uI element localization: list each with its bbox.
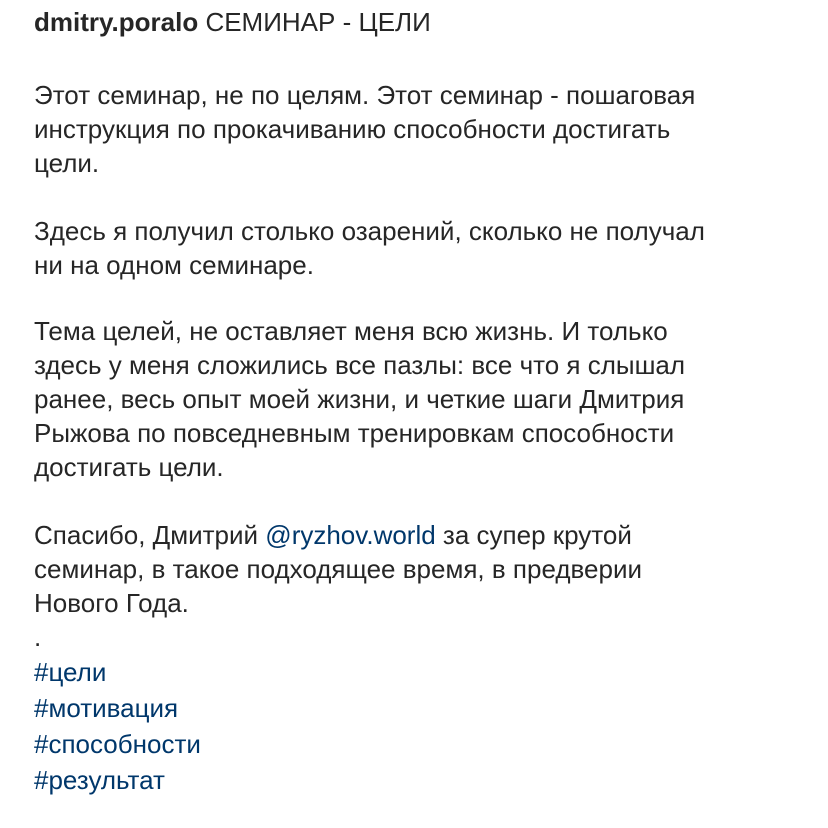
post-caption [34,0,804,798]
caption-paragraph-1 [34,78,804,180]
caption-paragraph-2 [34,214,804,282]
separator-dot: . [34,622,42,652]
caption-paragraph-3 [34,314,804,484]
paragraph-line: Этот семинар, не по целям. Этот семинар - пошаговая [34,80,696,110]
hashtag-link[interactable]: #результат [34,765,165,795]
paragraph-line: Нового Года. [34,588,189,618]
paragraph-line: достигать цели. [34,452,224,482]
hashtag-list [34,654,804,798]
caption-header [34,4,804,40]
paragraph-line: ранее, весь опыт моей жизни, и четкие шаги Дмитрия [34,384,685,414]
post-title: СЕМИНАР - ЦЕЛИ [205,7,431,37]
paragraph-line: цели. [34,148,100,178]
thanks-text-after: за супер крутой [435,520,632,550]
paragraph-line: здесь у меня сложились все пазлы: все что я слышал [34,350,686,380]
paragraph-line: Рыжова по повседневным тренировкам способности [34,418,675,448]
hashtag-link[interactable]: #способности [34,729,201,759]
caption-paragraph-thanks [34,518,804,620]
paragraph-line: семинар, в такое подходящее время, в предверии [34,554,642,584]
paragraph-line: Здесь я получил столько озарений, сколько не получал [34,216,705,246]
hashtag-link[interactable]: #цели [34,657,107,687]
paragraph-line: инструкция по прокачиванию способности достигать [34,114,671,144]
thanks-text-before: Спасибо, Дмитрий [34,520,266,550]
mention-link[interactable]: @ryzhov.world [265,520,436,550]
paragraph-line: Тема целей, не оставляет меня всю жизнь. И только [34,316,668,346]
hashtag-link[interactable]: #мотивация [34,693,179,723]
username-link[interactable]: dmitry.poralo [34,7,199,37]
paragraph-line: ни на одном семинаре. [34,250,314,280]
